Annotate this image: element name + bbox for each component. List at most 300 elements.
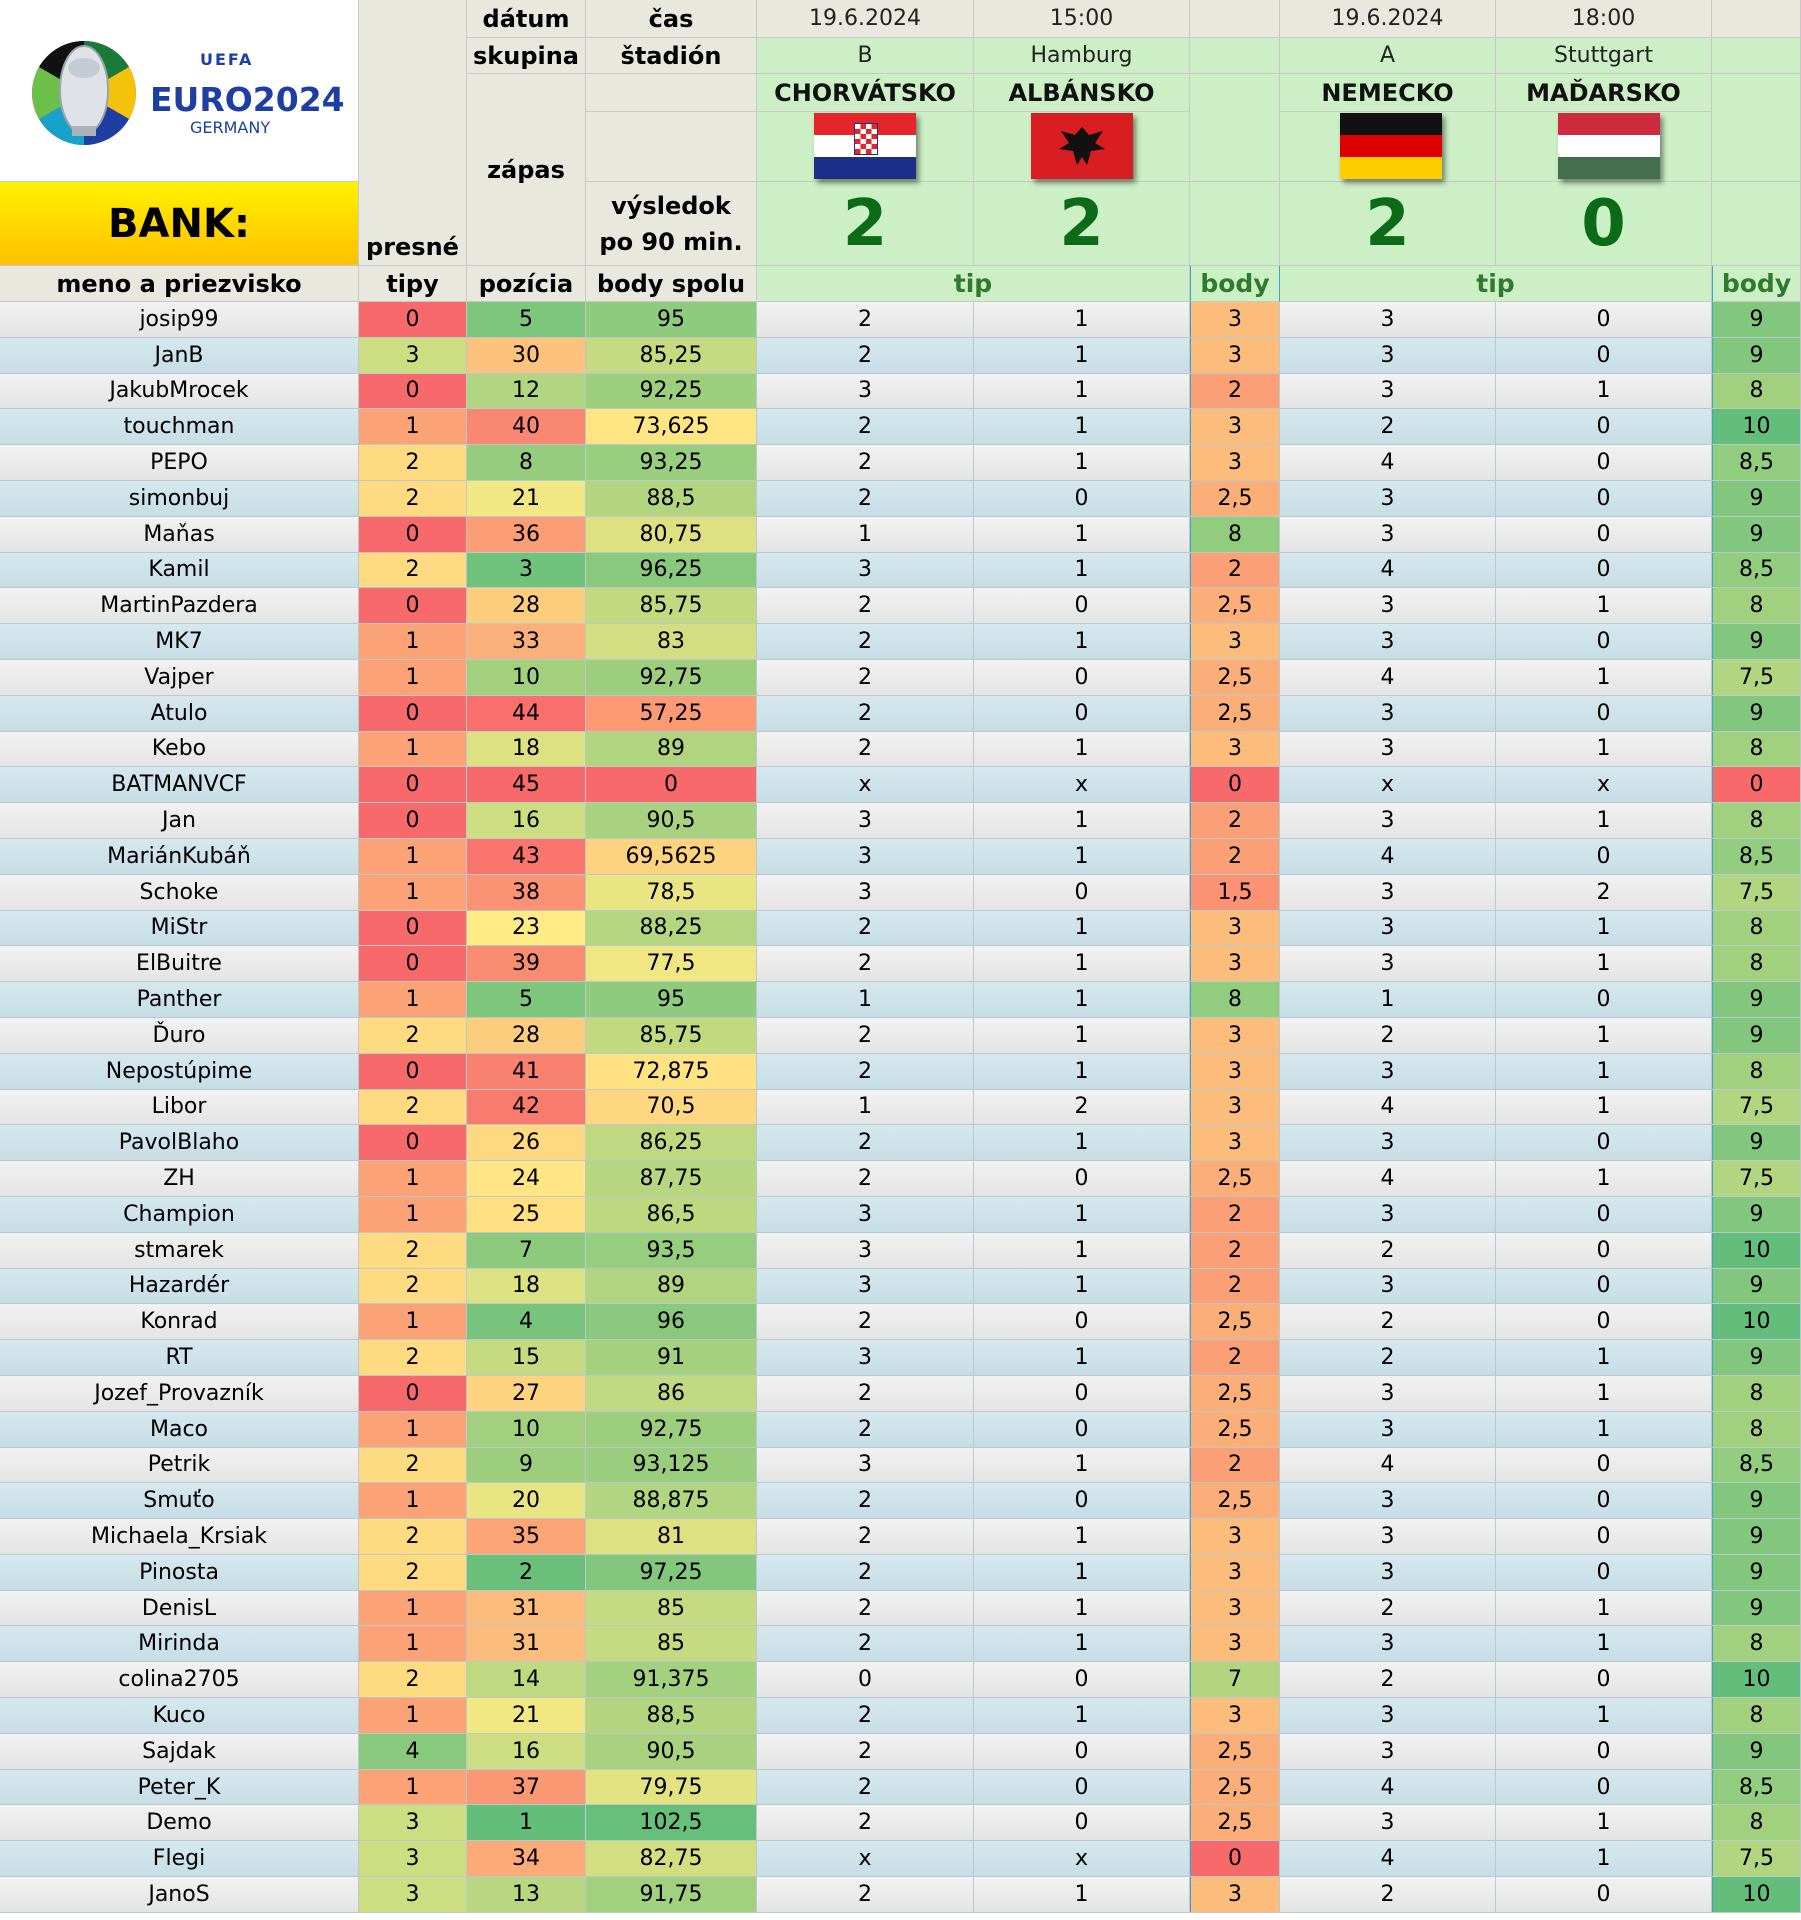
match1-tip-home-cell: 2 <box>757 732 974 767</box>
match2-points-cell: 9 <box>1712 1591 1801 1626</box>
euro-logo <box>0 0 359 182</box>
match1-points-cell: 3 <box>1190 911 1280 946</box>
position-cell: 9 <box>467 1448 586 1483</box>
exact-tips-cell: 1 <box>359 1626 467 1661</box>
match1-tip-away-cell: 1 <box>974 1448 1190 1483</box>
match2-tip-home-cell: 3 <box>1280 302 1496 337</box>
match1-tip-away-cell: 1 <box>974 409 1190 444</box>
match1-tip-home-cell: 2 <box>757 1161 974 1196</box>
total-points-cell: 92,75 <box>586 660 757 695</box>
player-name-cell: Petrik <box>0 1448 359 1483</box>
match2-tip-home-cell: 4 <box>1280 1161 1496 1196</box>
position-cell: 12 <box>467 374 586 409</box>
match2-tip-home-cell: 3 <box>1280 1269 1496 1304</box>
exact-tips-cell: 1 <box>359 1483 467 1518</box>
position-cell: 8 <box>467 445 586 480</box>
exact-tips-cell: 0 <box>359 517 467 552</box>
match2-tip-home-cell: 2 <box>1280 1591 1496 1626</box>
exact-tips-cell: 2 <box>359 1269 467 1304</box>
position-cell: 10 <box>467 660 586 695</box>
table-row <box>0 946 1801 982</box>
match2-points-cell: 9 <box>1712 302 1801 337</box>
tipy-header: tipy <box>359 266 467 302</box>
match2-points-cell: 9 <box>1712 982 1801 1017</box>
match1-tip-away-cell: 0 <box>974 660 1190 695</box>
position-cell: 13 <box>467 1877 586 1912</box>
table-row <box>0 803 1801 839</box>
total-points-cell: 90,5 <box>586 1734 757 1769</box>
table-row <box>0 1591 1801 1627</box>
match2-tip-home-cell: 3 <box>1280 338 1496 373</box>
match2-points-cell: 8 <box>1712 803 1801 838</box>
total-points-cell: 96,25 <box>586 553 757 588</box>
position-cell: 5 <box>467 982 586 1017</box>
total-points-cell: 78,5 <box>586 875 757 910</box>
total-points-cell: 70,5 <box>586 1090 757 1125</box>
match1-away-score: 2 <box>974 182 1190 266</box>
position-cell: 40 <box>467 409 586 444</box>
player-name-cell: Sajdak <box>0 1734 359 1769</box>
match1-pad-2 <box>1190 38 1280 74</box>
position-cell: 44 <box>467 696 586 731</box>
match1-points-cell: 2,5 <box>1190 481 1280 516</box>
match2-points-cell: 8 <box>1712 588 1801 623</box>
match2-points-cell: 9 <box>1712 1018 1801 1053</box>
match1-tip-home-cell: 2 <box>757 445 974 480</box>
table-row <box>0 481 1801 517</box>
match2-points-cell: 9 <box>1712 624 1801 659</box>
match2-tip-away-cell: 0 <box>1496 982 1712 1017</box>
match2-tip-away-cell: 0 <box>1496 1448 1712 1483</box>
player-name-cell: Libor <box>0 1090 359 1125</box>
player-name-cell: Pinosta <box>0 1555 359 1590</box>
position-cell: 27 <box>467 1376 586 1411</box>
match2-date: 19.6.2024 <box>1280 0 1496 38</box>
exact-tips-cell: 0 <box>359 946 467 981</box>
table-row <box>0 1877 1801 1913</box>
match1-tip-away-cell: 0 <box>974 1376 1190 1411</box>
match1-tip-home-cell: 2 <box>757 338 974 373</box>
match2-points-cell: 9 <box>1712 696 1801 731</box>
match2-tip-away-cell: x <box>1496 767 1712 802</box>
player-name-cell: JanB <box>0 338 359 373</box>
table-row <box>0 767 1801 803</box>
table-row <box>0 1161 1801 1197</box>
position-cell: 28 <box>467 1018 586 1053</box>
match1-points-cell: 7 <box>1190 1662 1280 1697</box>
player-name-cell: Michaela_Krsiak <box>0 1519 359 1554</box>
table-row <box>0 1197 1801 1233</box>
match2-tip-home-cell: 3 <box>1280 1555 1496 1590</box>
total-points-cell: 89 <box>586 732 757 767</box>
table-row <box>0 1519 1801 1555</box>
match1-tip-home-cell: 2 <box>757 696 974 731</box>
exact-tips-cell: 0 <box>359 803 467 838</box>
match1-tip-away-cell: 0 <box>974 1412 1190 1447</box>
exact-tips-cell: 1 <box>359 624 467 659</box>
match2-tip-away-cell: 0 <box>1496 553 1712 588</box>
match1-tip-away-cell: 0 <box>974 1805 1190 1840</box>
hungary-flag-icon <box>1558 113 1660 179</box>
total-points-cell: 85,75 <box>586 1018 757 1053</box>
match2-tip-home-cell: 3 <box>1280 1734 1496 1769</box>
match1-tip-away-cell: 1 <box>974 1340 1190 1375</box>
total-points-cell: 93,125 <box>586 1448 757 1483</box>
match2-tip-away-cell: 1 <box>1496 588 1712 623</box>
total-points-cell: 88,875 <box>586 1483 757 1518</box>
match1-points-cell: 3 <box>1190 1626 1280 1661</box>
player-name-cell: MariánKubáň <box>0 839 359 874</box>
match2-points-cell: 8 <box>1712 374 1801 409</box>
total-points-cell: 92,25 <box>586 374 757 409</box>
match2-tip-away-cell: 0 <box>1496 1770 1712 1805</box>
match1-points-cell: 2 <box>1190 1197 1280 1232</box>
exact-tips-cell: 1 <box>359 1698 467 1733</box>
euro2024-text: EURO2024 <box>150 80 345 119</box>
match2-tip-away-cell: 0 <box>1496 1125 1712 1160</box>
match2-points-cell: 8 <box>1712 1805 1801 1840</box>
match1-points-cell: 0 <box>1190 767 1280 802</box>
total-points-cell: 85 <box>586 1626 757 1661</box>
match1-tip-home-cell: 3 <box>757 1269 974 1304</box>
match2-points-cell: 8 <box>1712 732 1801 767</box>
match1-tip-home-cell: x <box>757 1841 974 1876</box>
position-cell: 38 <box>467 875 586 910</box>
match2-points-cell: 9 <box>1712 1340 1801 1375</box>
match1-tip-home-cell: 2 <box>757 481 974 516</box>
match2-away-score: 0 <box>1496 182 1712 266</box>
match1-points-cell: 8 <box>1190 517 1280 552</box>
match1-tip-home-cell: 2 <box>757 911 974 946</box>
match1-pad-1 <box>1190 0 1280 38</box>
exact-tips-cell: 1 <box>359 1161 467 1196</box>
match1-tip-away-cell: 0 <box>974 1770 1190 1805</box>
match1-points-cell: 3 <box>1190 1018 1280 1053</box>
table-row <box>0 696 1801 732</box>
match2-pad-3 <box>1712 74 1801 182</box>
total-points-cell: 86 <box>586 1376 757 1411</box>
exact-tips-cell: 1 <box>359 1770 467 1805</box>
exact-tips-cell: 0 <box>359 302 467 337</box>
match2-tip-home-cell: 2 <box>1280 1018 1496 1053</box>
exact-tips-cell: 2 <box>359 481 467 516</box>
match1-tip-home-cell: 3 <box>757 1448 974 1483</box>
match1-tip-away-cell: 0 <box>974 696 1190 731</box>
total-points-cell: 91,75 <box>586 1877 757 1912</box>
match2-points-cell: 9 <box>1712 1125 1801 1160</box>
table-row <box>0 1662 1801 1698</box>
player-name-cell: touchman <box>0 409 359 444</box>
match1-tip-home-cell: 3 <box>757 803 974 838</box>
match1-group: B <box>757 38 974 74</box>
match1-points-cell: 2,5 <box>1190 696 1280 731</box>
table-row <box>0 1269 1801 1305</box>
match1-points-cell: 3 <box>1190 1698 1280 1733</box>
match2-points-cell: 7,5 <box>1712 1161 1801 1196</box>
match1-points-cell: 2,5 <box>1190 660 1280 695</box>
match1-tip-home-cell: 2 <box>757 1125 974 1160</box>
player-name-cell: Maco <box>0 1412 359 1447</box>
match2-tip-home-cell: 3 <box>1280 1412 1496 1447</box>
match1-points-cell: 3 <box>1190 338 1280 373</box>
player-name-cell: PEPO <box>0 445 359 480</box>
position-cell: 15 <box>467 1340 586 1375</box>
match2-tip-home-cell: 3 <box>1280 1125 1496 1160</box>
match1-tip-home-cell: 0 <box>757 1662 974 1697</box>
player-name-cell: MK7 <box>0 624 359 659</box>
match1-pad-3 <box>1190 74 1280 182</box>
table-row <box>0 1090 1801 1126</box>
match1-tip-home-cell: 3 <box>757 839 974 874</box>
match2-tip-home-cell: 3 <box>1280 946 1496 981</box>
match2-tip-home-cell: 3 <box>1280 1376 1496 1411</box>
match1-tip-home-cell: 2 <box>757 1054 974 1089</box>
match1-tip-home-cell: 2 <box>757 1519 974 1554</box>
match1-points-cell: 3 <box>1190 624 1280 659</box>
match1-tip-home-cell: 2 <box>757 1591 974 1626</box>
position-cell: 24 <box>467 1161 586 1196</box>
match2-tip-away-cell: 0 <box>1496 409 1712 444</box>
match2-points-cell: 10 <box>1712 1877 1801 1912</box>
exact-tips-cell: 1 <box>359 1412 467 1447</box>
eagle-icon <box>1031 113 1133 179</box>
match2-points-cell: 7,5 <box>1712 660 1801 695</box>
total-points-cell: 90,5 <box>586 803 757 838</box>
exact-tips-cell: 0 <box>359 374 467 409</box>
match2-tip-away-cell: 0 <box>1496 839 1712 874</box>
exact-tips-cell: 0 <box>359 767 467 802</box>
match1-tip-away-cell: 1 <box>974 732 1190 767</box>
exact-tips-cell: 2 <box>359 1340 467 1375</box>
match2-tip-away-cell: 1 <box>1496 374 1712 409</box>
match2-tip-home-cell: 4 <box>1280 1090 1496 1125</box>
player-name-cell: stmarek <box>0 1233 359 1268</box>
match1-tip-away-cell: 1 <box>974 1233 1190 1268</box>
table-row <box>0 409 1801 445</box>
table-row <box>0 1626 1801 1662</box>
total-points-cell: 93,5 <box>586 1233 757 1268</box>
position-cell: 18 <box>467 1269 586 1304</box>
total-points-cell: 83 <box>586 624 757 659</box>
total-points-cell: 92,75 <box>586 1412 757 1447</box>
match1-home-score: 2 <box>757 182 974 266</box>
match1-tip-away-cell: x <box>974 1841 1190 1876</box>
position-cell: 39 <box>467 946 586 981</box>
match2-tip-away-cell: 1 <box>1496 1161 1712 1196</box>
position-cell: 31 <box>467 1626 586 1661</box>
player-name-cell: MiStr <box>0 911 359 946</box>
total-points-cell: 80,75 <box>586 517 757 552</box>
table-row <box>0 1125 1801 1161</box>
match2-tip-away-cell: 1 <box>1496 732 1712 767</box>
match2-tip-home-cell: 3 <box>1280 1519 1496 1554</box>
position-cell: 10 <box>467 1412 586 1447</box>
match2-home-score: 2 <box>1280 182 1496 266</box>
position-cell: 20 <box>467 1483 586 1518</box>
match1-points-cell: 2 <box>1190 1448 1280 1483</box>
match1-tip-home-cell: 2 <box>757 1304 974 1339</box>
match2-points-cell: 10 <box>1712 1662 1801 1697</box>
table-row <box>0 1412 1801 1448</box>
match1-tip-home-cell: 3 <box>757 1197 974 1232</box>
exact-tips-cell: 0 <box>359 1125 467 1160</box>
match2-points-cell: 8 <box>1712 1054 1801 1089</box>
match1-tip-away-cell: x <box>974 767 1190 802</box>
match1-tip-away-cell: 0 <box>974 1304 1190 1339</box>
match1-points-cell: 0 <box>1190 1841 1280 1876</box>
position-cell: 45 <box>467 767 586 802</box>
match1-points-cell: 2,5 <box>1190 1770 1280 1805</box>
match2-tip-home-cell: 4 <box>1280 660 1496 695</box>
match2-points-cell: 10 <box>1712 1233 1801 1268</box>
match1-points-cell: 2 <box>1190 1340 1280 1375</box>
match1-tip-away-cell: 0 <box>974 1734 1190 1769</box>
match2-tip-home-cell: 2 <box>1280 1340 1496 1375</box>
position-cell: 36 <box>467 517 586 552</box>
match1-tip-away-cell: 1 <box>974 1269 1190 1304</box>
match2-tip-home-cell: 4 <box>1280 839 1496 874</box>
match2-points-cell: 8 <box>1712 946 1801 981</box>
position-cell: 16 <box>467 803 586 838</box>
table-row <box>0 624 1801 660</box>
table-row <box>0 1376 1801 1412</box>
match1-tip-home-cell: 2 <box>757 1555 974 1590</box>
table-row <box>0 1483 1801 1519</box>
match1-points-cell: 8 <box>1190 982 1280 1017</box>
exact-tips-cell: 1 <box>359 839 467 874</box>
match1-points-cell: 2,5 <box>1190 1161 1280 1196</box>
match1-tip-away-cell: 1 <box>974 1698 1190 1733</box>
match1-tip-home-cell: 3 <box>757 374 974 409</box>
match1-tip-away-cell: 0 <box>974 875 1190 910</box>
match1-tip-away-cell: 1 <box>974 338 1190 373</box>
table-row <box>0 1054 1801 1090</box>
exact-tips-cell: 0 <box>359 588 467 623</box>
match2-points-cell: 8,5 <box>1712 1770 1801 1805</box>
match2-body-header: body <box>1712 266 1801 302</box>
match2-tip-home-cell: 3 <box>1280 588 1496 623</box>
total-points-cell: 95 <box>586 982 757 1017</box>
match1-tip-away-cell: 1 <box>974 1197 1190 1232</box>
match2-tip-away-cell: 1 <box>1496 1054 1712 1089</box>
player-name-cell: ZH <box>0 1161 359 1196</box>
exact-tips-cell: 0 <box>359 696 467 731</box>
match2-points-cell: 9 <box>1712 338 1801 373</box>
match2-points-cell: 10 <box>1712 409 1801 444</box>
total-points-cell: 88,25 <box>586 911 757 946</box>
match1-tip-away-cell: 1 <box>974 1877 1190 1912</box>
match1-points-cell: 2 <box>1190 1269 1280 1304</box>
player-name-cell: Konrad <box>0 1304 359 1339</box>
match2-tip-away-cell: 0 <box>1496 1555 1712 1590</box>
match2-tip-away-cell: 0 <box>1496 517 1712 552</box>
player-name-cell: josip99 <box>0 302 359 337</box>
table-row <box>0 338 1801 374</box>
match2-points-cell: 8 <box>1712 1626 1801 1661</box>
croatia-flag-icon <box>814 113 916 179</box>
match2-tip-away-cell: 1 <box>1496 1591 1712 1626</box>
meno-header: meno a priezvisko <box>0 266 359 302</box>
match2-tip-away-cell: 0 <box>1496 1519 1712 1554</box>
match1-tip-away-cell: 1 <box>974 839 1190 874</box>
total-points-cell: 88,5 <box>586 1698 757 1733</box>
match2-points-cell: 9 <box>1712 1269 1801 1304</box>
total-points-cell: 0 <box>586 767 757 802</box>
match2-tip-away-cell: 1 <box>1496 1626 1712 1661</box>
match1-tip-away-cell: 1 <box>974 1125 1190 1160</box>
table-row <box>0 1805 1801 1841</box>
position-cell: 23 <box>467 911 586 946</box>
position-cell: 4 <box>467 1304 586 1339</box>
position-cell: 28 <box>467 588 586 623</box>
player-name-cell: DenisL <box>0 1591 359 1626</box>
match2-tip-away-cell: 1 <box>1496 1376 1712 1411</box>
match2-tip-home-cell: 2 <box>1280 1233 1496 1268</box>
match2-stadium: Stuttgart <box>1496 38 1712 74</box>
exact-tips-cell: 2 <box>359 1662 467 1697</box>
match2-tip-home-cell: 1 <box>1280 982 1496 1017</box>
total-points-cell: 85 <box>586 1591 757 1626</box>
match2-points-cell: 7,5 <box>1712 1841 1801 1876</box>
player-name-cell: Panther <box>0 982 359 1017</box>
total-points-cell: 81 <box>586 1519 757 1554</box>
match2-tip-home-cell: 4 <box>1280 1448 1496 1483</box>
table-row <box>0 553 1801 589</box>
match1-points-cell: 3 <box>1190 302 1280 337</box>
player-name-cell: ElBuitre <box>0 946 359 981</box>
match1-points-cell: 3 <box>1190 1519 1280 1554</box>
player-name-cell: simonbuj <box>0 481 359 516</box>
match2-tip-away-cell: 1 <box>1496 1698 1712 1733</box>
position-cell: 1 <box>467 1805 586 1840</box>
player-name-cell: Atulo <box>0 696 359 731</box>
match2-points-cell: 8 <box>1712 1698 1801 1733</box>
match2-points-cell: 8 <box>1712 1412 1801 1447</box>
match2-pad-1 <box>1712 0 1801 38</box>
germany-flag-icon <box>1340 113 1442 179</box>
exact-tips-cell: 2 <box>359 1090 467 1125</box>
match2-tip-home-cell: 3 <box>1280 696 1496 731</box>
match1-points-cell: 2 <box>1190 374 1280 409</box>
position-cell: 7 <box>467 1233 586 1268</box>
match1-tip-away-cell: 1 <box>974 1555 1190 1590</box>
match1-tip-home-cell: 1 <box>757 1090 974 1125</box>
position-cell: 14 <box>467 1662 586 1697</box>
player-name-cell: Champion <box>0 1197 359 1232</box>
match2-tip-home-cell: x <box>1280 767 1496 802</box>
match2-points-cell: 8,5 <box>1712 1448 1801 1483</box>
exact-tips-cell: 1 <box>359 732 467 767</box>
match2-tip-home-cell: 4 <box>1280 1770 1496 1805</box>
position-cell: 31 <box>467 1591 586 1626</box>
position-cell: 41 <box>467 1054 586 1089</box>
match1-tip-away-cell: 1 <box>974 1519 1190 1554</box>
match1-tip-away-cell: 1 <box>974 553 1190 588</box>
match1-tip-away-cell: 1 <box>974 1591 1190 1626</box>
exact-tips-cell: 1 <box>359 1591 467 1626</box>
match2-tip-home-cell: 3 <box>1280 1483 1496 1518</box>
total-points-cell: 93,25 <box>586 445 757 480</box>
germany-text: GERMANY <box>190 118 271 137</box>
total-points-cell: 97,25 <box>586 1555 757 1590</box>
match1-points-cell: 2,5 <box>1190 1376 1280 1411</box>
total-points-cell: 72,875 <box>586 1054 757 1089</box>
match1-tip-away-cell: 1 <box>974 1018 1190 1053</box>
match2-points-cell: 8 <box>1712 1376 1801 1411</box>
match2-tip-away-cell: 0 <box>1496 1734 1712 1769</box>
match2-pad-2 <box>1712 38 1801 74</box>
match1-tip-home-cell: 2 <box>757 1698 974 1733</box>
